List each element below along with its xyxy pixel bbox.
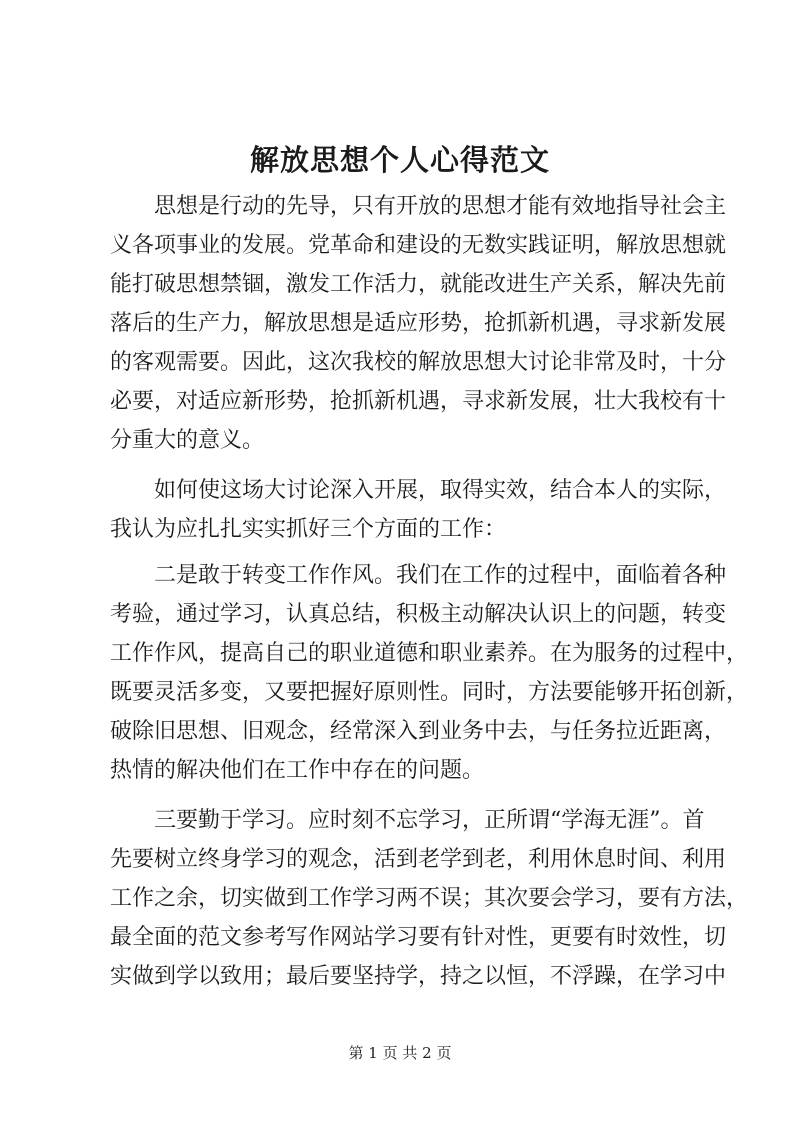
body-line: 思想是行动的先导，只有开放的思想才能有效地指导社会主 [110,194,727,219]
body-line: 落后的生产力，解放思想是适应形势，抢抓新机遇，寻求新发展 [110,311,727,336]
body-line: 必要，对适应新形势，抢抓新机遇，寻求新发展，壮大我校有十 [110,389,727,414]
body-line: 工作之余，切实做到工作学习两不误；其次要会学习，要有方法， [110,886,749,911]
body-line: 能打破思想禁锢，激发工作活力，就能改进生产关系，解决先前 [110,272,727,297]
body-line: 考验，通过学习，认真总结，积极主动解决认识上的问题，转变 [110,602,727,627]
body-line: 我认为应扎扎实实抓好三个方面的工作： [110,517,507,542]
body-line: 二是敢于转变工作作风。我们在工作的过程中，面临着各种 [110,563,727,588]
body-line: 既要灵活多变，又要把握好原则性。同时，方法要能够开拓创新， [110,680,749,705]
body-line: 分重大的意义。 [110,428,265,453]
body-line: 的客观需要。因此，这次我校的解放思想大讨论非常及时，十分 [110,350,727,375]
body-line: 工作作风，提高自己的职业道德和职业素养。在为服务的过程中， [110,641,749,666]
body-line: 义各项事业的发展。党革命和建设的无数实践证明，解放思想就 [110,233,727,258]
body-line: 三要勤于学习。应时刻不忘学习，正所谓“学海无涯”。首 [110,808,705,833]
body-line: 实做到学以致用；最后要坚持学，持之以恒，不浮躁，在学习中 [110,964,727,989]
body-line: 破除旧思想、旧观念，经常深入到业务中去，与任务拉近距离， [110,719,727,744]
body-line: 先要树立终身学习的观念，活到老学到老，利用休息时间、利用 [110,847,727,872]
page-footer: 第 1 页 共 2 页 [348,1044,452,1062]
body-line: 如何使这场大讨论深入开展，取得实效，结合本人的实际， [110,478,727,503]
body-line: 最全面的范文参考写作网站学习要有针对性，更要有时效性，切 [110,925,727,950]
document-title: 解放思想个人心得范文 [249,143,550,177]
body-line: 热情的解决他们在工作中存在的问题。 [110,758,485,783]
